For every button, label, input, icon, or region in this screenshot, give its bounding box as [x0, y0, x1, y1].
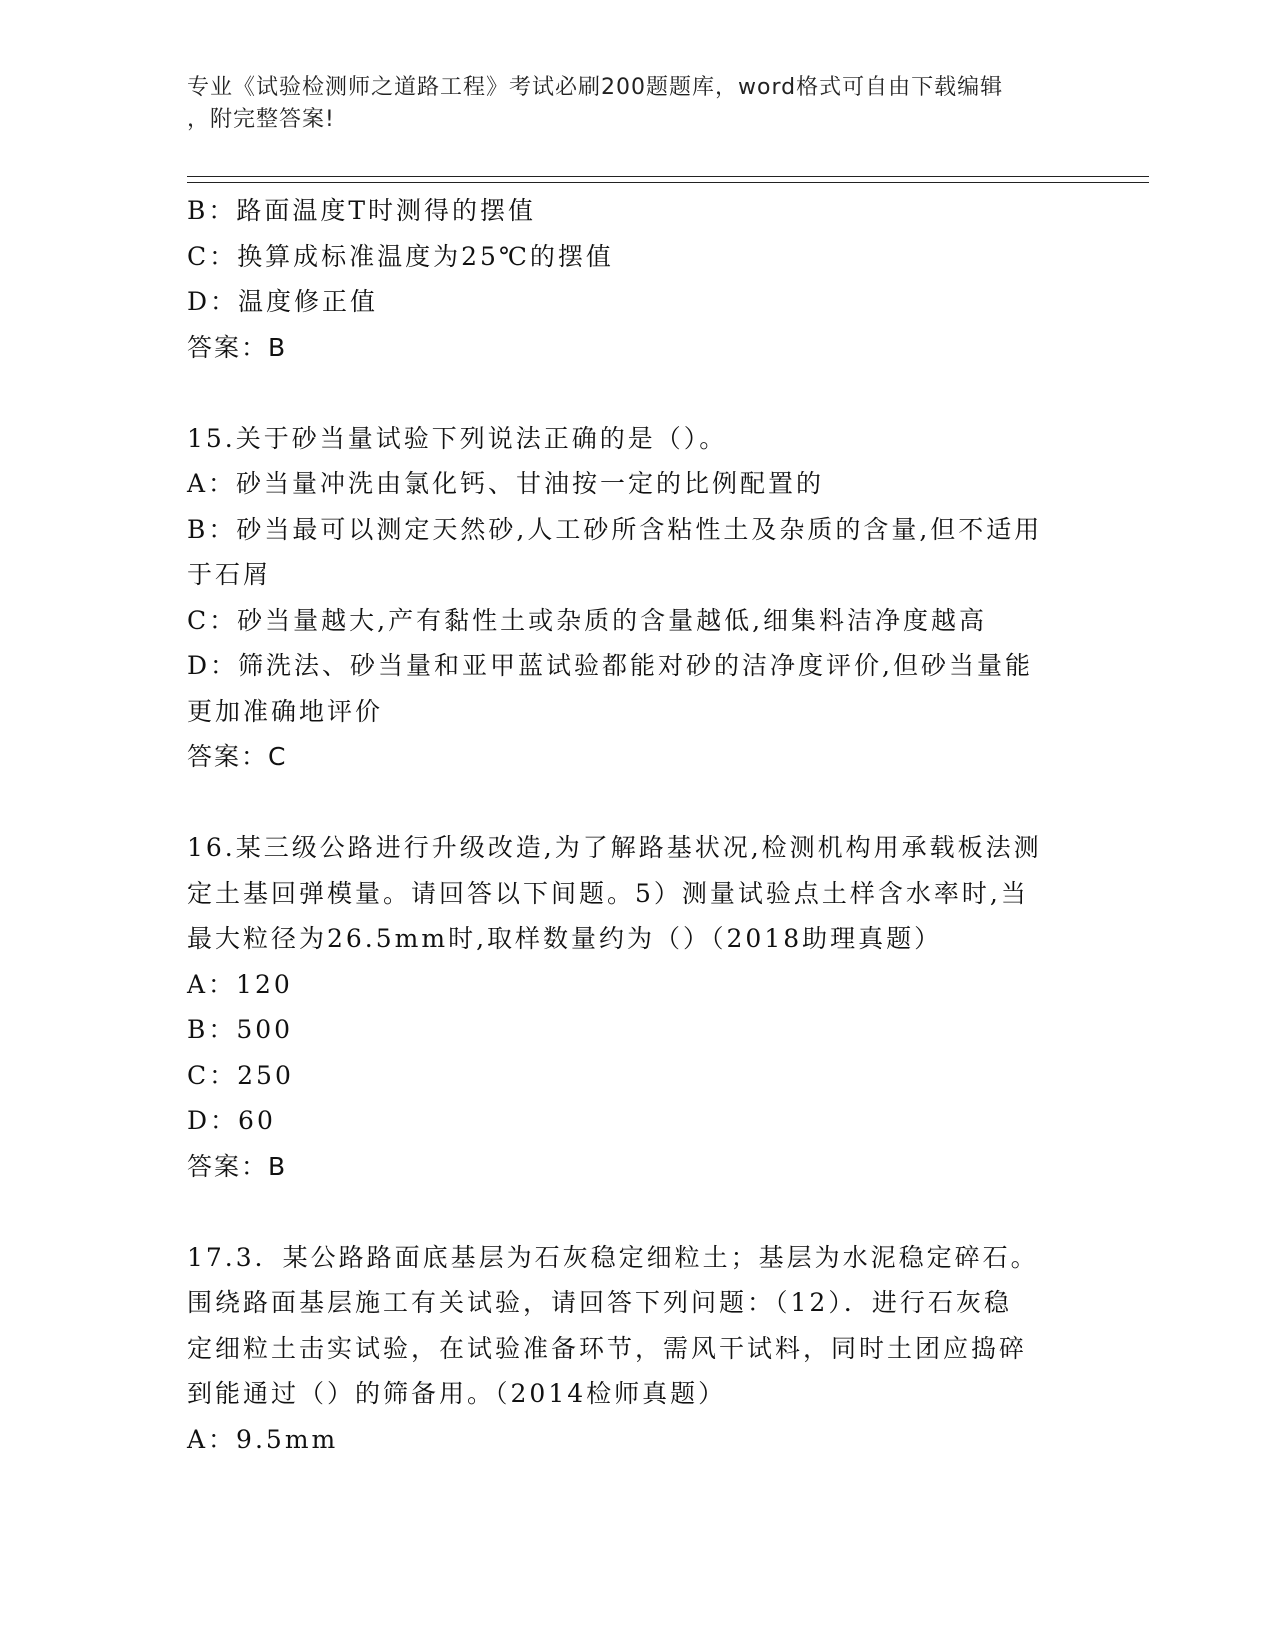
q14-option-b: B：路面温度T时测得的摆值 — [187, 196, 537, 225]
header-divider-bottom — [187, 182, 1149, 183]
q15-question: 15.关于砂当量试验下列说法正确的是（）。 — [187, 423, 728, 453]
q15-option-b-line-2: 于石屑 — [187, 560, 272, 589]
q14-answer: 答案：B — [187, 332, 288, 362]
spacer — [187, 780, 1067, 826]
question-14-block — [187, 188, 1067, 370]
q17-question-line-3: 定细粒土击实试验，在试验准备环节，需风干试料，同时土团应捣碎 — [187, 1333, 1028, 1363]
q14-option-c: C：换算成标准温度为25℃的摆值 — [187, 241, 614, 271]
spacer — [187, 370, 1067, 416]
question-16-block — [187, 825, 1067, 1189]
header-divider-top — [187, 176, 1149, 177]
q17-option-a: A：9.5mm — [187, 1424, 339, 1454]
spacer — [187, 1189, 1067, 1235]
q16-question-line-1: 16.某三级公路进行升级改造,为了解路基状况,检测机构用承载板法测 — [187, 833, 1042, 862]
q17-question-line-2: 围绕路面基层施工有关试验，请回答下列问题：（12）．进行石灰稳 — [187, 1288, 1012, 1317]
q17-question-line-1: 17.3．某公路路面底基层为石灰稳定细粒土；基层为水泥稳定碎石。 — [187, 1242, 1039, 1272]
q15-option-c: C：砂当量越大,产有黏性土或杂质的含量越低,细集料洁净度越高 — [187, 605, 988, 635]
q16-option-a: A：120 — [187, 969, 293, 999]
q16-question-line-2: 定土基回弹模量。请回答以下间题。5）测量试验点土样含水率时,当 — [187, 878, 1029, 908]
header-title-line-2: ，附完整答案! — [187, 107, 335, 132]
q14-option-d: D：温度修正值 — [187, 287, 379, 316]
q16-option-b: B：500 — [187, 1015, 294, 1044]
header-title-line-1: 专业《试验检测师之道路工程》考试必刷200题题库，word格式可自由下载编辑 — [187, 75, 1004, 100]
question-17-block — [187, 1235, 1067, 1463]
document-body — [187, 188, 1067, 1462]
q16-option-d: D：60 — [187, 1106, 276, 1135]
q15-option-a: A：砂当量冲洗由氯化钙、甘油按一定的比例配置的 — [187, 469, 825, 498]
q15-option-d-line-1: D：筛洗法、砂当量和亚甲蓝试验都能对砂的洁净度评价,但砂当量能 — [187, 651, 1033, 680]
q16-option-c: C：250 — [187, 1060, 294, 1090]
q17-question-line-4: 到能通过（）的筛备用。（2014检师真题） — [187, 1379, 727, 1408]
question-15-block — [187, 416, 1067, 780]
q15-option-b-line-1: B：砂当最可以测定天然砂,人工砂所含粘性土及杂质的含量,但不适用 — [187, 514, 1043, 544]
document-header — [187, 72, 1067, 136]
q16-answer: 答案：B — [187, 1151, 288, 1181]
q15-answer: 答案：C — [187, 742, 288, 771]
q16-question-line-3: 最大粒径为26.5mm时,取样数量约为（）（2018助理真题） — [187, 924, 943, 953]
q15-option-d-line-2: 更加准确地评价 — [187, 696, 384, 726]
